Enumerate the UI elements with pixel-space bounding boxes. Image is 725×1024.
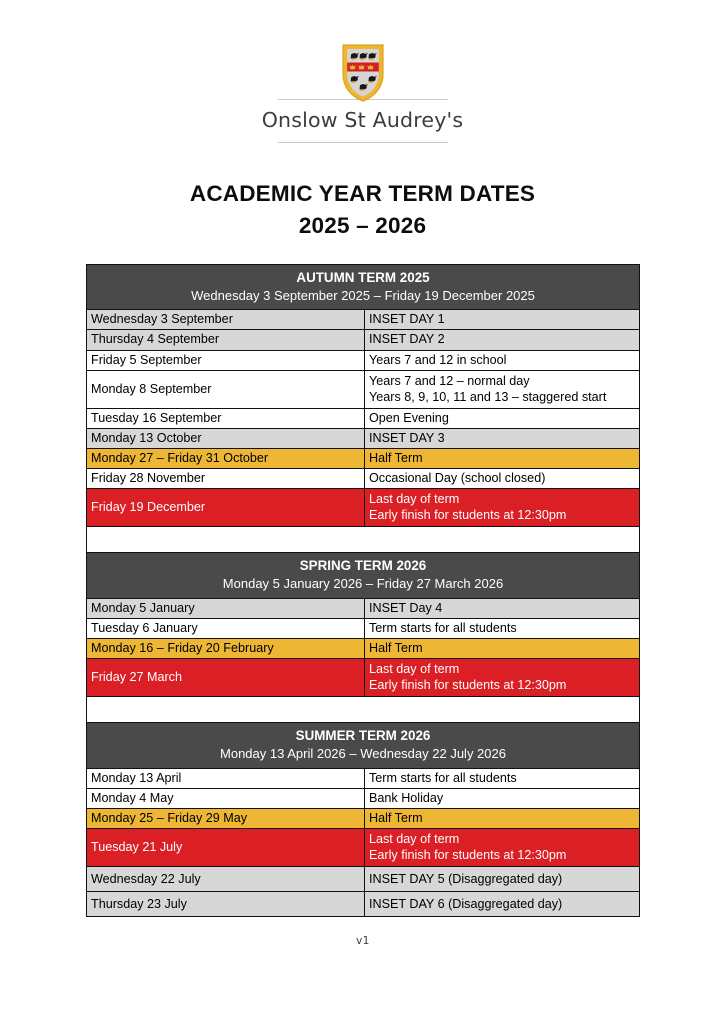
detail-line: Half Term (369, 811, 423, 826)
table-row (87, 659, 640, 697)
detail-line: Early finish for students at 12:30pm (369, 678, 567, 693)
table-row (87, 370, 640, 408)
detail-line: Bank Holiday (369, 791, 444, 806)
date-cell: Monday 5 January (87, 598, 365, 618)
detail-line: Early finish for students at 12:30pm (369, 508, 567, 523)
term-range-row (87, 288, 640, 310)
table-row (87, 789, 640, 809)
term-spacer-row (87, 697, 640, 723)
term-name: AUTUMN TERM 2025 (87, 264, 640, 288)
detail-line: Term starts for all students (369, 620, 517, 635)
date-cell: Monday 13 April (87, 768, 365, 788)
table-row (87, 809, 640, 829)
detail-line: Occasional Day (school closed) (369, 470, 546, 485)
detail-cell (365, 598, 640, 618)
term-dates-body (87, 264, 640, 917)
table-row (87, 468, 640, 488)
detail-line: INSET DAY 2 (369, 332, 445, 347)
detail-line: Years 7 and 12 in school (369, 352, 507, 367)
table-row (87, 489, 640, 527)
date-cell: Wednesday 22 July (87, 867, 365, 892)
term-name: SUMMER TERM 2026 (87, 723, 640, 747)
detail-line: Last day of term (369, 662, 460, 677)
date-cell: Monday 16 – Friday 20 February (87, 639, 365, 659)
detail-cell (365, 428, 640, 448)
footer (0, 934, 725, 947)
date-cell: Thursday 4 September (87, 330, 365, 350)
table-row (87, 310, 640, 330)
detail-line: Last day of term (369, 832, 460, 847)
date-cell: Monday 4 May (87, 789, 365, 809)
detail-cell (365, 448, 640, 468)
detail-line: INSET Day 4 (369, 600, 443, 615)
detail-line: INSET DAY 5 (Disaggregated day) (369, 871, 563, 886)
detail-cell (365, 829, 640, 867)
logo-bottom-rule (278, 142, 448, 143)
detail-cell (365, 659, 640, 697)
page-title-line1: ACADEMIC YEAR TERM DATES (189, 180, 536, 206)
school-logo (0, 0, 725, 143)
school-crest-icon (340, 42, 386, 104)
term-header-row (87, 553, 640, 577)
detail-line: Early finish for students at 12:30pm (369, 848, 567, 863)
date-cell: Monday 25 – Friday 29 May (87, 809, 365, 829)
table-row (87, 448, 640, 468)
detail-line: Years 8, 9, 10, 11 and 13 – staggered start (369, 389, 607, 404)
detail-line: Half Term (369, 641, 423, 656)
crest-container (278, 42, 448, 108)
date-cell: Friday 19 December (87, 489, 365, 527)
date-cell: Tuesday 6 January (87, 618, 365, 638)
term-range: Monday 13 April 2026 – Wednesday 22 July 2026 (87, 746, 640, 768)
table-row (87, 428, 640, 448)
detail-line: Term starts for all students (369, 770, 517, 785)
detail-cell (365, 639, 640, 659)
term-spacer-cell (87, 527, 640, 553)
detail-cell (365, 809, 640, 829)
detail-line: Last day of term (369, 491, 460, 506)
term-range-row (87, 576, 640, 598)
detail-cell (365, 330, 640, 350)
date-cell: Monday 8 September (87, 370, 365, 408)
term-header-row (87, 723, 640, 747)
detail-cell (365, 892, 640, 917)
date-cell: Monday 27 – Friday 31 October (87, 448, 365, 468)
table-row (87, 408, 640, 428)
detail-cell (365, 370, 640, 408)
term-header-row (87, 264, 640, 288)
detail-line: INSET DAY 3 (369, 430, 445, 445)
detail-cell (365, 618, 640, 638)
detail-cell (365, 468, 640, 488)
term-spacer-row (87, 527, 640, 553)
detail-line: Years 7 and 12 – normal day (369, 373, 530, 388)
page-title (0, 178, 725, 242)
term-range: Wednesday 3 September 2025 – Friday 19 December 2025 (87, 288, 640, 310)
table-row (87, 598, 640, 618)
detail-cell (365, 350, 640, 370)
detail-cell (365, 310, 640, 330)
detail-cell (365, 408, 640, 428)
detail-cell (365, 867, 640, 892)
school-name: Onslow St Audrey's (261, 108, 464, 132)
term-range-row (87, 746, 640, 768)
date-cell: Tuesday 16 September (87, 408, 365, 428)
date-cell: Tuesday 21 July (87, 829, 365, 867)
detail-cell (365, 489, 640, 527)
term-name: SPRING TERM 2026 (87, 553, 640, 577)
table-row (87, 330, 640, 350)
date-cell: Thursday 23 July (87, 892, 365, 917)
date-cell: Friday 27 March (87, 659, 365, 697)
table-row (87, 829, 640, 867)
detail-line: Half Term (369, 450, 423, 465)
table-row (87, 639, 640, 659)
table-row (87, 618, 640, 638)
table-row (87, 892, 640, 917)
date-cell: Friday 28 November (87, 468, 365, 488)
term-dates-table-wrap (86, 264, 639, 918)
detail-line: INSET DAY 1 (369, 312, 445, 327)
term-range: Monday 5 January 2026 – Friday 27 March 2026 (87, 576, 640, 598)
version-label: v1 (355, 934, 370, 947)
date-cell: Monday 13 October (87, 428, 365, 448)
detail-cell (365, 768, 640, 788)
detail-line: INSET DAY 6 (Disaggregated day) (369, 896, 563, 911)
date-cell: Wednesday 3 September (87, 310, 365, 330)
detail-line: Open Evening (369, 410, 449, 425)
table-row (87, 350, 640, 370)
term-dates-table (86, 264, 640, 918)
date-cell: Friday 5 September (87, 350, 365, 370)
table-row (87, 768, 640, 788)
detail-cell (365, 789, 640, 809)
term-spacer-cell (87, 697, 640, 723)
page-title-line2: 2025 – 2026 (298, 212, 427, 238)
table-row (87, 867, 640, 892)
